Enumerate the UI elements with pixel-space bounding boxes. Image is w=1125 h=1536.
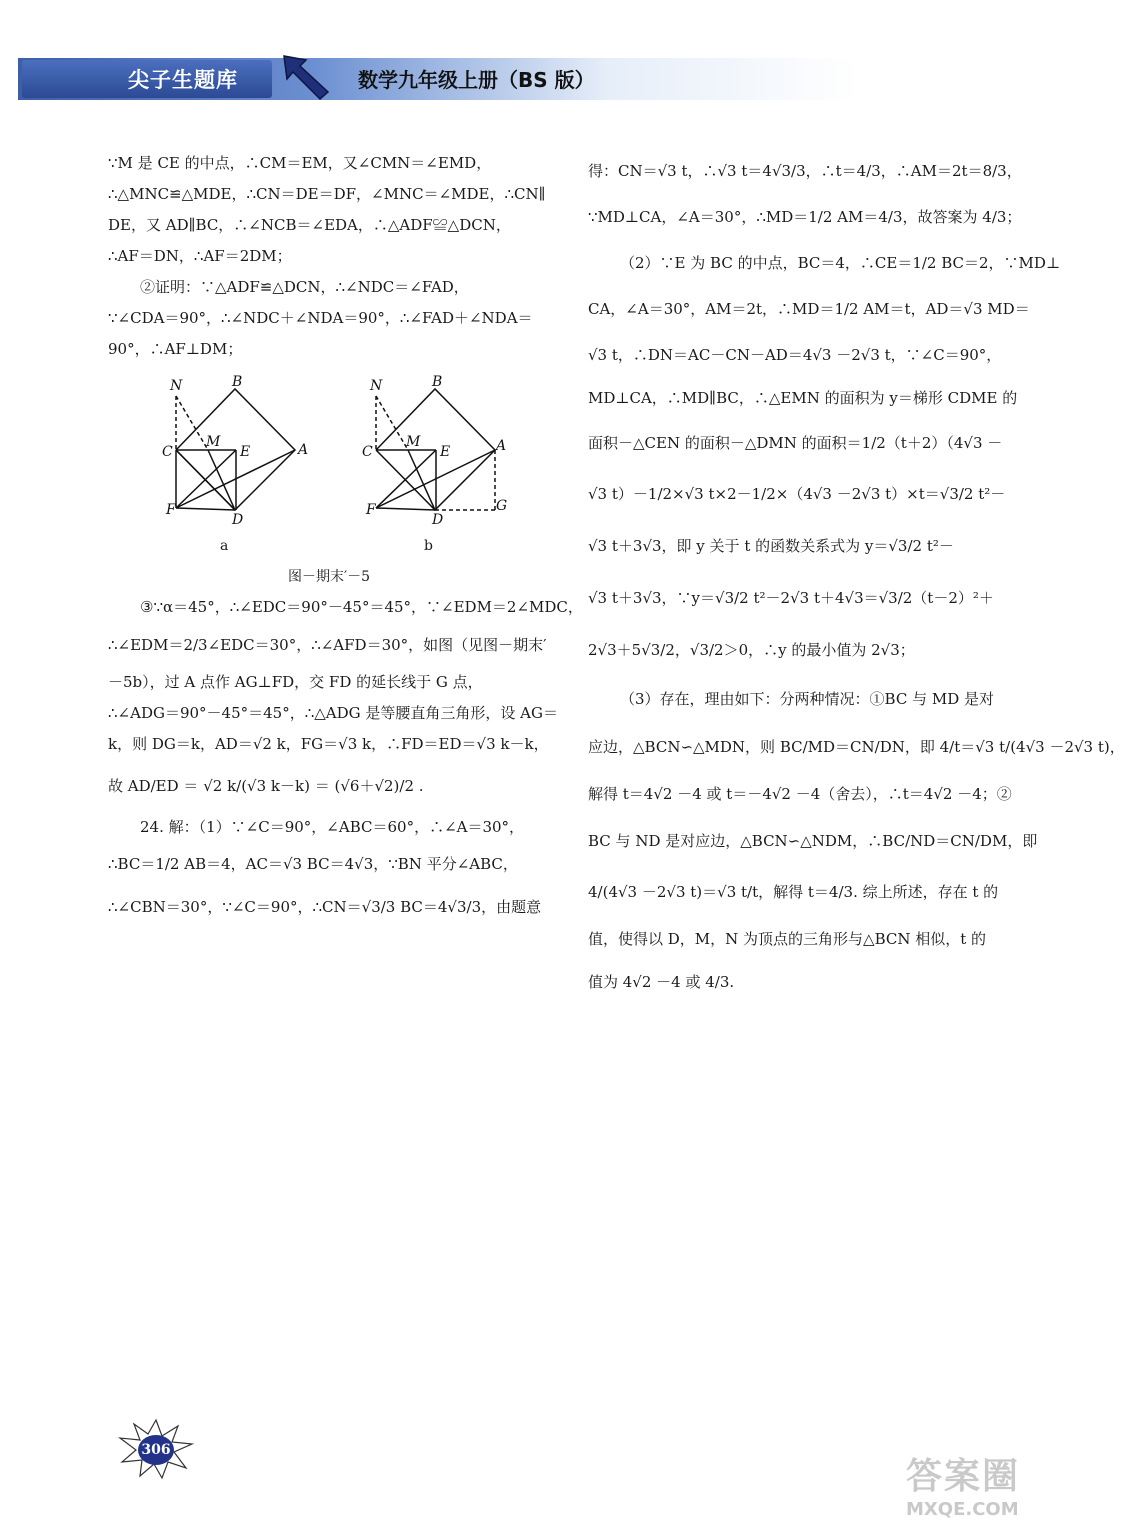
text-line: ∴∠CBN＝30°，∵∠C＝90°，∴CN＝√3/3 BC＝4√3/3，由题意 <box>108 898 542 916</box>
text-line: ∴∠EDM＝2/3∠EDC＝30°，∴∠AFD＝30°，如图（见图－期末′ <box>108 636 547 654</box>
text-line: 值为 4√2 －4 或 4/3. <box>588 973 735 991</box>
svg-text:D: D <box>232 512 244 528</box>
figure-label-b: b <box>424 538 433 554</box>
text-line: BC 与 ND 是对应边，△BCN∽△NDM，∴BC/ND＝CN/DM，即 <box>588 832 1038 850</box>
watermark <box>906 1448 1074 1532</box>
text-line: ∴△MNC≌△MDE，∴CN＝DE＝DF，∠MNC＝∠MDE，∴CN∥ <box>108 185 546 203</box>
text-line: k，则 DG＝k，AD＝√2 k，FG＝√3 k，∴FD＝ED＝√3 k－k， <box>108 735 549 753</box>
text-line: 值，使得以 D，M，N 为顶点的三角形与△BCN 相似，t 的 <box>588 930 987 948</box>
text-line: √3 t＋3√3，∵y＝√3/2 t²－2√3 t＋4√3＝√3/2（t－2）²＋ <box>588 589 994 607</box>
svg-text:E: E <box>240 444 251 460</box>
text-line: ∵∠CDA＝90°，∴∠NDC＋∠NDA＝90°，∴∠FAD＋∠NDA＝ <box>108 309 533 327</box>
svg-text:B: B <box>432 374 443 390</box>
svg-text:M: M <box>406 434 421 450</box>
geometry-figure <box>150 372 530 584</box>
page-number: 306 <box>138 1435 174 1465</box>
brand-banner <box>22 60 272 98</box>
text-line: √3 t，∴DN＝AC－CN－AD＝4√3 －2√3 t，∵∠C＝90°， <box>588 346 1002 364</box>
text-line: CA，∠A＝30°，AM＝2t，∴MD＝1/2 AM＝t，AD＝√3 MD＝ <box>588 300 1030 318</box>
text-line: ∴AF＝DN，∴AF＝2DM； <box>108 247 292 265</box>
text-line: ∵M 是 CE 的中点，∴CM＝EM，又∠CMN＝∠EMD， <box>108 154 492 172</box>
text-line: 面积－△CEN 的面积－△DMN 的面积＝1/2（t＋2）（4√3 － <box>588 434 1003 452</box>
figure-point-labels <box>162 374 507 528</box>
text-line: ∵MD⊥CA，∠A＝30°，∴MD＝1/2 AM＝4/3，故答案为 4/3； <box>588 208 1022 226</box>
text-line: MD⊥CA，∴MD∥BC，∴△EMN 的面积为 y＝梯形 CDME 的 <box>588 389 1018 407</box>
svg-text:F: F <box>166 502 176 518</box>
svg-text:G: G <box>496 498 508 514</box>
text-line: ②证明：∵△ADF≌△DCN，∴∠NDC＝∠FAD， <box>140 278 469 296</box>
text-line: 4/(4√3 －2√3 t)＝√3 t/t，解得 t＝4/3. 综上所述，存在 t 的 <box>588 883 999 901</box>
svg-text:F: F <box>366 502 376 518</box>
figure-b <box>376 389 495 510</box>
text-line: ∴BC＝1/2 AB＝4，AC＝√3 BC＝4√3，∵BN 平分∠ABC， <box>108 855 518 873</box>
svg-text:C: C <box>162 444 173 460</box>
text-line: （3）存在，理由如下：分两种情况：①BC 与 MD 是对 <box>620 690 995 708</box>
text-line: 90°，∴AF⊥DM； <box>108 340 243 358</box>
svg-text:A: A <box>298 442 309 458</box>
text-line: 得：CN＝√3 t，∴√3 t＝4√3/3，∴t＝4/3，∴AM＝2t＝8/3， <box>588 162 1022 180</box>
svg-text:D: D <box>432 512 444 528</box>
text-line: DE，又 AD∥BC，∴∠NCB＝∠EDA，∴△ADF≌△DCN， <box>108 216 511 234</box>
figure-label-a: a <box>220 538 229 554</box>
text-line: 解得 t＝4√2 －4 或 t＝－4√2 －4（舍去），∴t＝4√2 －4；② <box>588 785 1012 803</box>
svg-text:B: B <box>232 374 243 390</box>
text-line: 应边，△BCN∽△MDN，则 BC/MD＝CN/DN，即 4/t＝√3 t/(4√3 －2√3 t)， <box>588 738 1125 756</box>
brand-title: 尖子生题库 <box>128 68 238 92</box>
svg-text:M: M <box>206 434 221 450</box>
watermark-url: MXQE.COM <box>906 1499 1019 1520</box>
text-line: 24. 解：（1）∵∠C＝90°，∠ABC＝60°，∴∠A＝30°， <box>140 818 525 836</box>
arrow-icon <box>280 52 332 102</box>
text-line: 故 AD/ED ＝ √2 k/(√3 k－k) ＝ (√6＋√2)/2 . <box>108 777 424 795</box>
text-line: （2）∵E 为 BC 的中点，BC＝4，∴CE＝1/2 BC＝2，∵MD⊥ <box>620 254 1061 272</box>
svg-text:A: A <box>496 438 507 454</box>
left-column <box>108 148 556 365</box>
watermark-logo-text: 答案圈 <box>906 1456 1021 1497</box>
text-line: ∴∠ADG＝90°－45°＝45°，∴△ADG 是等腰直角三角形，设 AG＝ <box>108 704 558 722</box>
page-number-badge <box>118 1418 194 1480</box>
svg-text:C: C <box>362 444 373 460</box>
text-line: ③∵α＝45°，∴∠EDC＝90°－45°＝45°，∵∠EDM＝2∠MDC， <box>140 598 583 616</box>
left-column-continued <box>108 592 583 929</box>
right-column <box>588 148 1125 1004</box>
figure-caption: 图－期末′－5 <box>288 569 371 585</box>
svg-text:N: N <box>170 378 183 394</box>
figure-a <box>176 389 295 510</box>
svg-text:N: N <box>370 378 383 394</box>
text-line: 2√3＋5√3/2，√3/2＞0，∴y 的最小值为 2√3； <box>588 641 915 659</box>
text-line: √3 t＋3√3，即 y 关于 t 的函数关系式为 y＝√3/2 t²－ <box>588 537 954 555</box>
svg-text:E: E <box>440 444 451 460</box>
text-line: √3 t）－1/2×√3 t×2－1/2×（4√3 －2√3 t）×t＝√3/2 t²－ <box>588 485 1006 503</box>
text-line: －5b），过 A 点作 AG⊥FD，交 FD 的延长线于 G 点， <box>108 673 483 691</box>
book-title: 数学九年级上册（BS 版） <box>358 68 595 92</box>
